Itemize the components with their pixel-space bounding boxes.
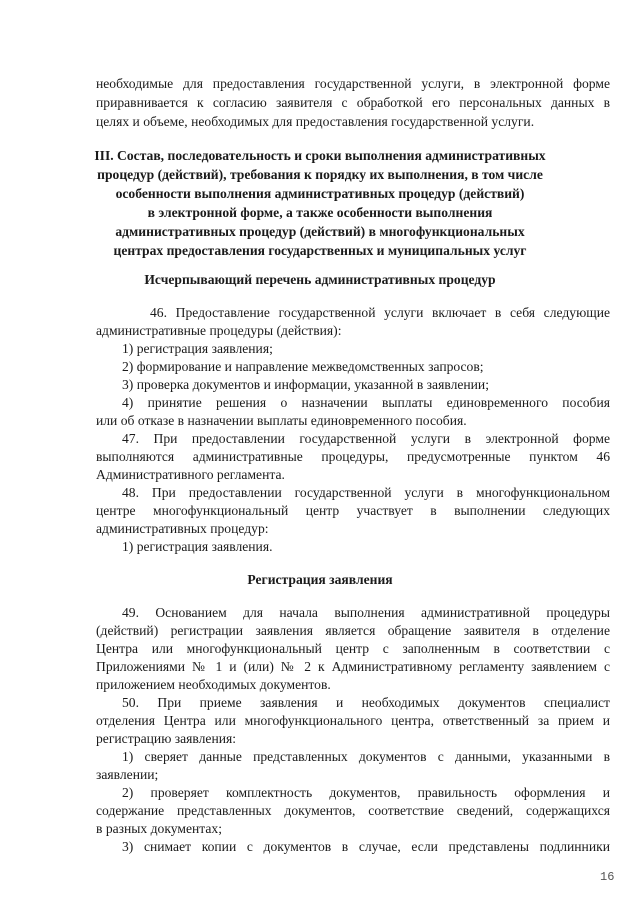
intro-line: приравнивается к согласию заявителя с обработкой его персональных данных в bbox=[96, 95, 610, 110]
paragraph-46: административные процедуры (действия): bbox=[96, 323, 342, 338]
paragraph-49: (действий) регистрации заявления является обращение заявителя в отделение bbox=[96, 623, 610, 638]
intro-line: необходимые для предоставления государственной услуги, в электронной форме bbox=[96, 76, 610, 91]
paragraph-49: приложением необходимых документов. bbox=[96, 677, 331, 692]
list-item: содержание представленных документов, соответствие сведений, содержащихся bbox=[96, 803, 610, 818]
paragraph-50: 50. При приеме заявления и необходимых документов специалист bbox=[122, 695, 610, 710]
list-item: 2) проверяет комплектность документов, правильность оформления и bbox=[122, 785, 610, 800]
section-heading: особенности выполнения административных процедур (действий) bbox=[115, 186, 525, 201]
list-item: или об отказе в назначении выплаты единовременного пособия. bbox=[96, 413, 467, 428]
paragraph-48: административных процедур: bbox=[96, 521, 269, 536]
section-heading: процедур (действий), требования к порядку их выполнения, в том числе bbox=[97, 167, 543, 182]
section-heading: центрах предоставления государственных и муниципальных услуг bbox=[113, 243, 527, 258]
list-item: 1) регистрация заявления. bbox=[122, 539, 273, 554]
paragraph-49: 49. Основанием для начала выполнения административной процедуры bbox=[122, 605, 610, 620]
list-item: 1) сверяет данные представленных документов с данными, указанными в bbox=[122, 749, 610, 764]
paragraph-49: Приложениями № 1 и (или) № 2 к Административному регламенту заявлением с bbox=[96, 659, 610, 674]
subheading-registration: Регистрация заявления bbox=[247, 572, 393, 587]
paragraph-48: центре многофункциональный центр участвует в выполнении следующих bbox=[96, 503, 610, 518]
list-item: 4) принятие решения о назначении выплаты единовременного пособия bbox=[122, 395, 610, 410]
page-number: 16 bbox=[600, 870, 615, 884]
list-item: 3) снимает копии с документов в случае, если представлены подлинники bbox=[122, 839, 610, 854]
intro-line: целях и объеме, необходимых для предоставления государственной услуги. bbox=[96, 114, 535, 129]
paragraph-46: 46. Предоставление государственной услуги включает в себя следующие bbox=[150, 305, 610, 320]
subheading-procedures: Исчерпывающий перечень административных процедур bbox=[144, 272, 496, 287]
list-item: 3) проверка документов и информации, указанной в заявлении; bbox=[122, 377, 489, 392]
list-item: заявлении; bbox=[96, 767, 159, 782]
section-heading: в электронной форме, а также особенности выполнения bbox=[147, 205, 493, 220]
paragraph-48: 48. При предоставлении государственной услуги в многофункциональном bbox=[122, 485, 610, 500]
list-item: 1) регистрация заявления; bbox=[122, 341, 273, 356]
paragraph-50: отделения Центра или многофункционального центра, ответственный за прием и bbox=[96, 713, 610, 728]
paragraph-47: Административного регламента. bbox=[96, 467, 285, 482]
paragraph-50: регистрацию заявления: bbox=[96, 731, 237, 746]
section-heading: административных процедур (действий) в многофункциональных bbox=[115, 224, 525, 239]
list-item: 2) формирование и направление межведомственных запросов; bbox=[122, 359, 484, 374]
paragraph-47: выполняются административные процедуры, предусмотренные пунктом 46 bbox=[96, 449, 610, 464]
paragraph-47: 47. При предоставлении государственной услуги в электронной форме bbox=[122, 431, 610, 446]
paragraph-49: Центра или многофункциональный центр с заполненным в соответствии с bbox=[96, 641, 610, 656]
list-item: в разных документах; bbox=[96, 821, 222, 836]
section-heading: III. Состав, последовательность и сроки выполнения административных bbox=[94, 148, 546, 163]
